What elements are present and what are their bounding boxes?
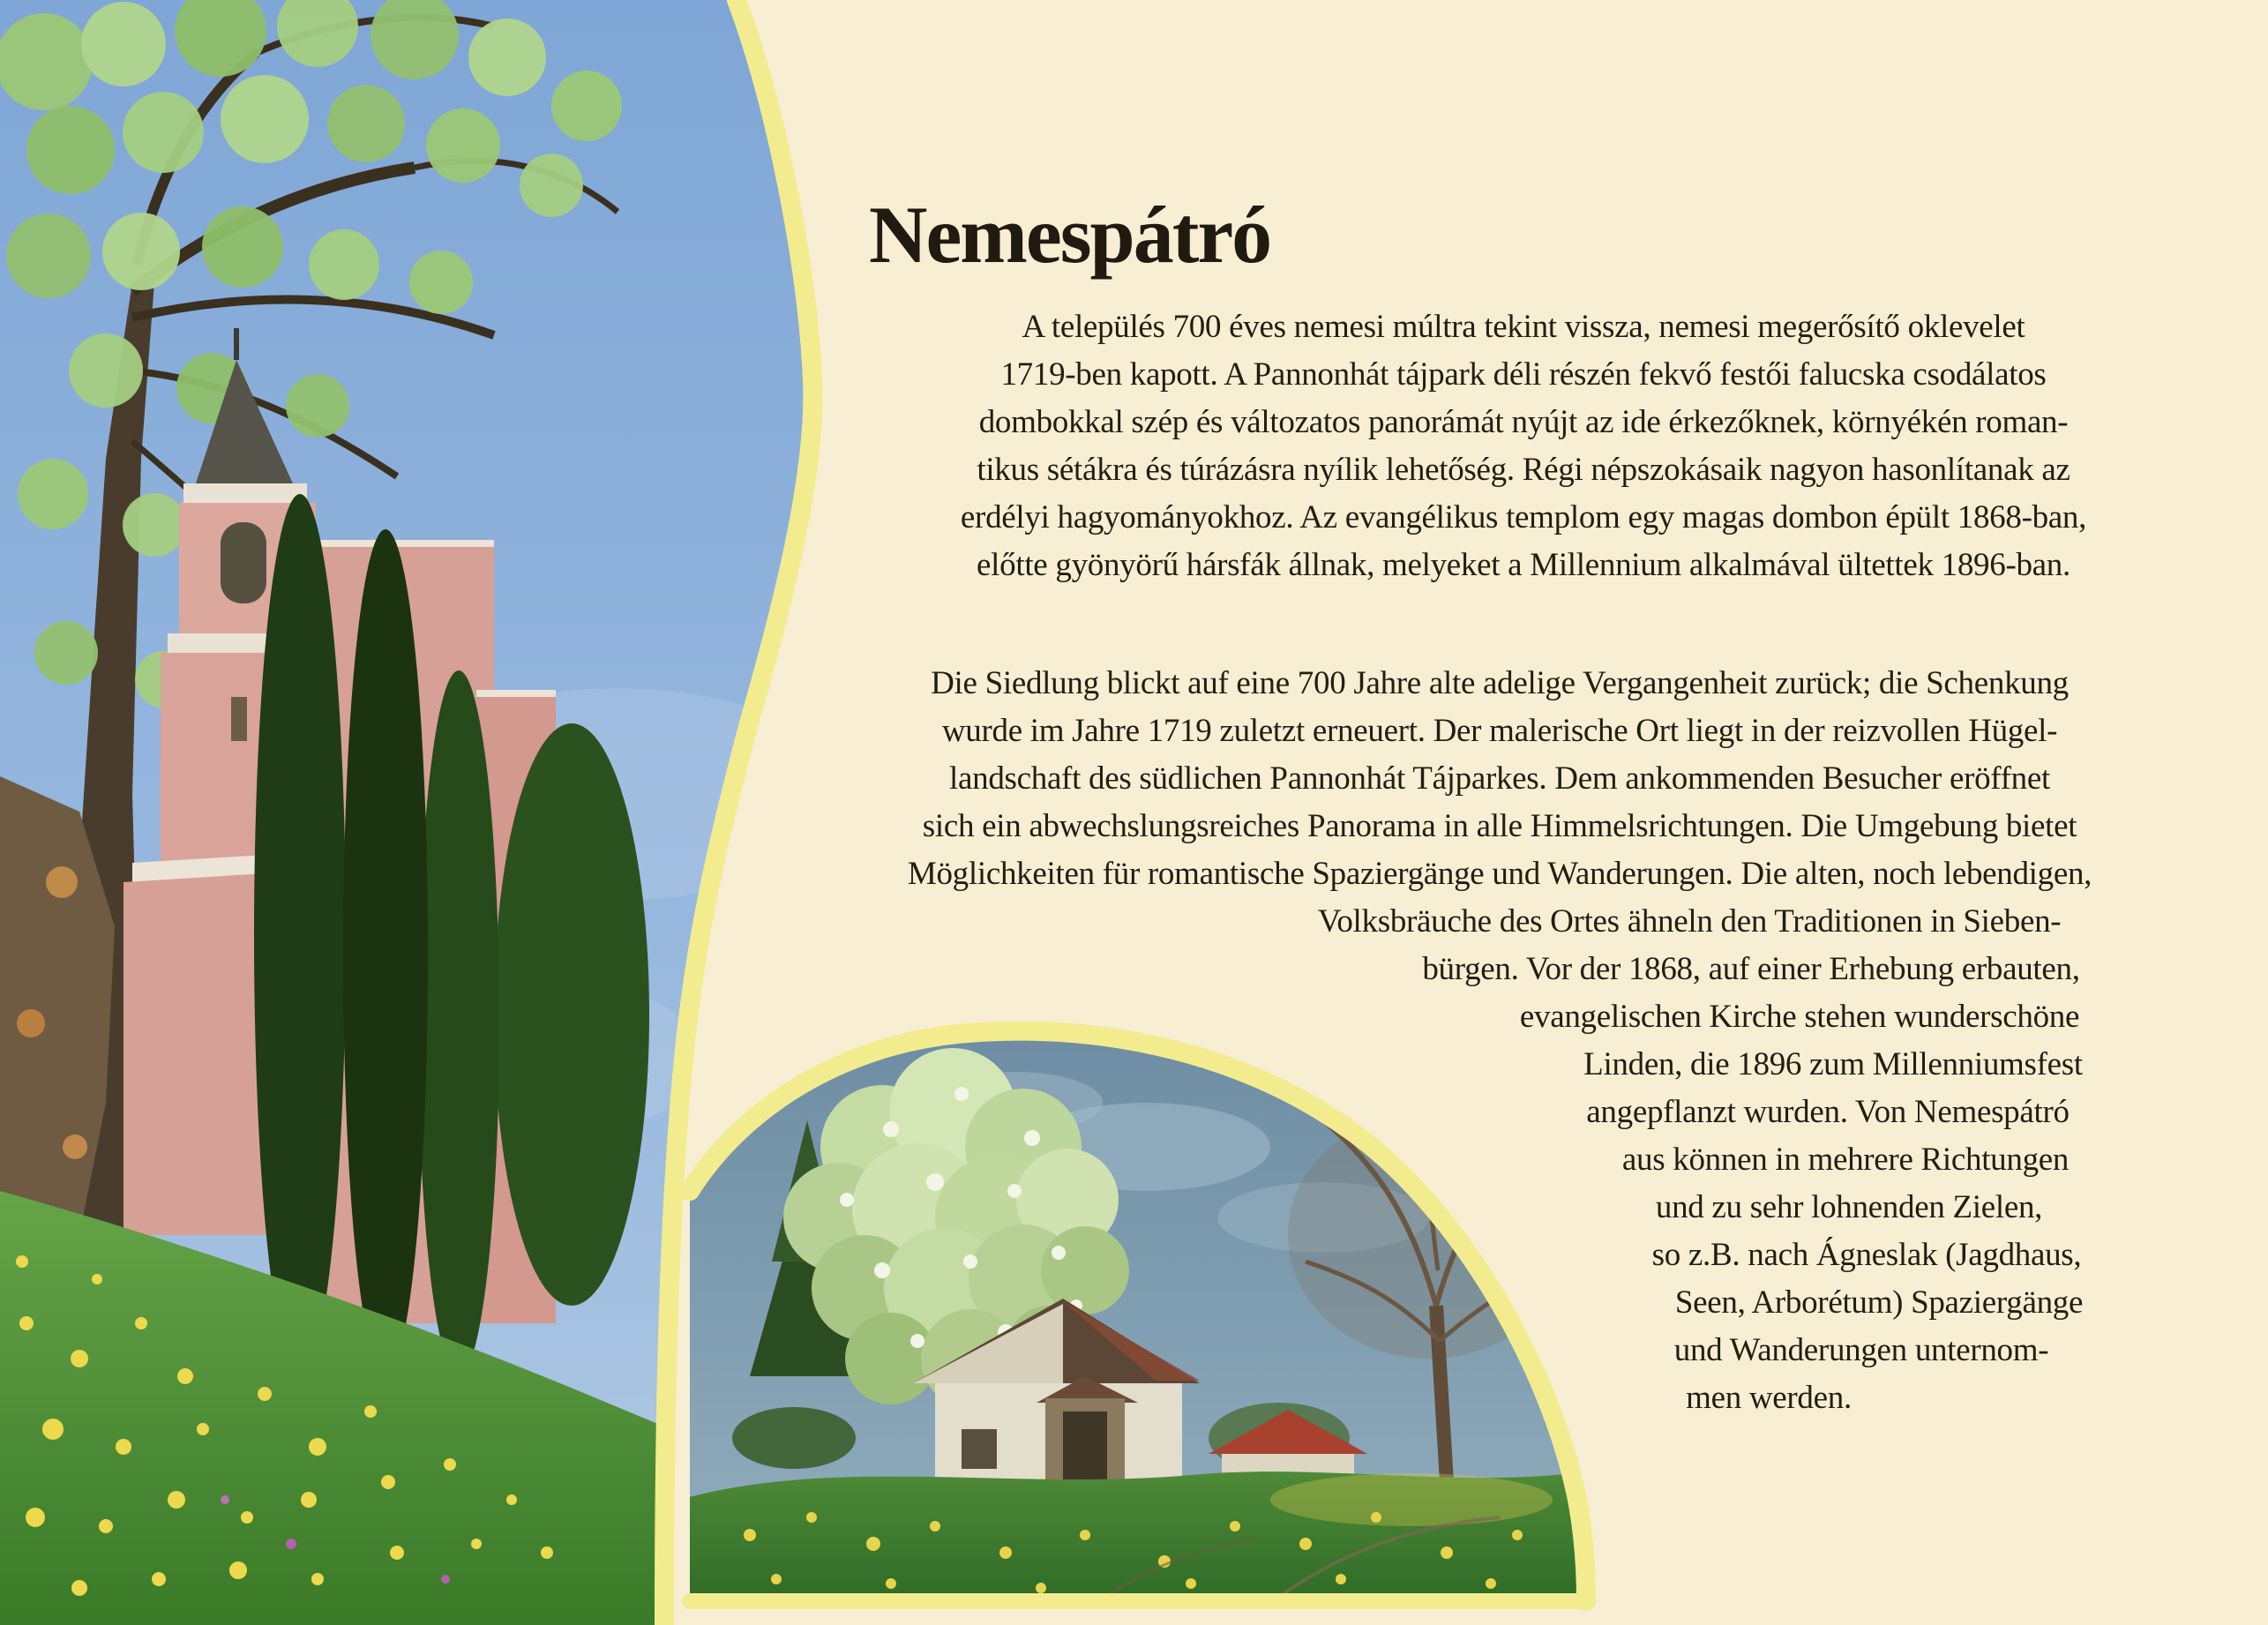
german-wrapped-line: und Wanderungen unternom- — [1673, 1332, 2049, 1368]
village-photo — [679, 1015, 1597, 1614]
german-paragraph-line: sich ein abwechslungsreiches Panorama in alle Himmelsrichtungen. Die Umgebung bietet — [922, 808, 2077, 844]
german-wrapped-line: angepflanzt wurden. Von Nemespátró — [1586, 1094, 2070, 1130]
german-wrapped-line: bürgen. Vor der 1868, auf einer Erhebung erbauten, — [1422, 951, 2080, 987]
german-wrapped-line: aus können in mehrere Richtungen — [1621, 1142, 2070, 1178]
german-wrapped-line: evangelischen Kirche stehen wunderschöne — [1519, 999, 2080, 1035]
hungarian-paragraph-line: erdélyi hagyományokhoz. Az evangélikus templom egy magas dombon épült 1868-ban, — [960, 499, 2087, 535]
hungarian-paragraph-line: A település 700 éves nemesi múltra tekint vissza, nemesi megerősítő oklevelet — [1022, 309, 2025, 345]
hungarian-paragraph-line: tikus sétákra és túrázásra nyílik lehetőség. Régi népszokásaik nagyon hasonlítanak az — [977, 452, 2070, 488]
hungarian-paragraph-line: 1719-ben kapott. A Pannonhát tájpark déli részén fekvő festői falucska csodálatos — [1000, 356, 2047, 393]
german-wrapped-line: men werden. — [1686, 1380, 1852, 1416]
hungarian-paragraph-line: előtte gyönyörű hársfák állnak, melyeket a Millennium alkalmával ültettek 1896-ban. — [977, 547, 2070, 583]
german-paragraph-line: Die Siedlung blickt auf eine 700 Jahre alte adelige Vergangenheit zurück; die Schenkung — [931, 665, 2069, 701]
german-paragraph-line: wurde im Jahre 1719 zuletzt erneuert. Der malerische Ort liegt in der reizvollen Hügel- — [941, 713, 2058, 749]
german-wrapped-line: Volksbräuche des Ortes ähneln den Traditionen in Sieben- — [1317, 903, 2062, 940]
german-paragraph-line: landschaft des südlichen Pannonhát Tájparkes. Dem ankommenden Besucher eröffnet — [949, 760, 2050, 797]
page-title: Nemespátró — [869, 189, 1271, 280]
german-wrapped-line: Seen, Arborétum) Spaziergänge — [1674, 1284, 2084, 1321]
german-wrapped-line: Linden, die 1896 zum Millenniumsfest — [1583, 1046, 2083, 1082]
hungarian-paragraph-line: dombokkal szép és változatos panorámát nyújt az ide érkezőknek, környékén roman- — [978, 404, 2069, 440]
german-paragraph-line: Möglichkeiten für romantische Spaziergänge und Wanderungen. Die alten, noch lebendigen, — [907, 856, 2092, 892]
village-meadow — [679, 1471, 1588, 1601]
german-wrapped-line: und zu sehr lohnenden Zielen, — [1655, 1189, 2043, 1225]
german-wrapped-line: so z.B. nach Ágneslak (Jagdhaus, — [1651, 1237, 2082, 1273]
